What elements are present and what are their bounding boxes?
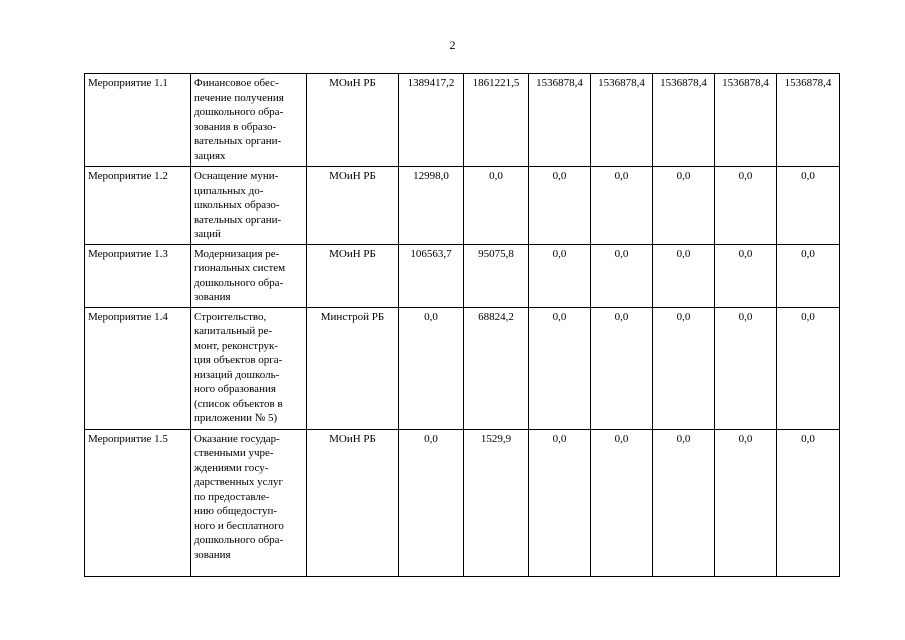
value-cell: 68824,2 xyxy=(464,307,529,429)
value-cell: 0,0 xyxy=(529,244,591,307)
value-cell: 0,0 xyxy=(715,429,777,576)
value-cell: 0,0 xyxy=(591,307,653,429)
value-cell: 1536878,4 xyxy=(777,74,840,167)
measure-code: Мероприятие 1.4 xyxy=(85,307,191,429)
value-cell: 1861221,5 xyxy=(464,74,529,167)
value-cell: 0,0 xyxy=(777,244,840,307)
value-cell: 0,0 xyxy=(464,167,529,245)
measure-description: Строительство, капитальный ре- монт, реконструк- ция объектов орга- низаций дошколь- ного образования (список объектов в приложении № 5) xyxy=(191,307,307,429)
value-cell: 1389417,2 xyxy=(399,74,464,167)
value-cell: 106563,7 xyxy=(399,244,464,307)
table-row xyxy=(85,307,840,429)
measure-code: Мероприятие 1.3 xyxy=(85,244,191,307)
value-cell: 1529,9 xyxy=(464,429,529,576)
table-row xyxy=(85,429,840,576)
value-cell: 0,0 xyxy=(591,167,653,245)
measure-executor: Минстрой РБ xyxy=(307,307,399,429)
value-cell: 0,0 xyxy=(777,307,840,429)
table-row xyxy=(85,74,840,167)
value-cell: 12998,0 xyxy=(399,167,464,245)
measure-executor: МОиН РБ xyxy=(307,429,399,576)
table-row xyxy=(85,167,840,245)
value-cell: 0,0 xyxy=(591,244,653,307)
value-cell: 0,0 xyxy=(777,429,840,576)
value-cell: 0,0 xyxy=(529,167,591,245)
value-cell: 0,0 xyxy=(777,167,840,245)
table-row xyxy=(85,244,840,307)
value-cell: 1536878,4 xyxy=(591,74,653,167)
measure-code: Мероприятие 1.5 xyxy=(85,429,191,576)
measure-description: Модернизация ре- гиональных систем дошкольного обра- зования xyxy=(191,244,307,307)
value-cell: 1536878,4 xyxy=(653,74,715,167)
value-cell: 0,0 xyxy=(653,167,715,245)
value-cell: 0,0 xyxy=(399,307,464,429)
value-cell: 0,0 xyxy=(591,429,653,576)
value-cell: 0,0 xyxy=(399,429,464,576)
value-cell: 1536878,4 xyxy=(529,74,591,167)
value-cell: 0,0 xyxy=(715,244,777,307)
measure-executor: МОиН РБ xyxy=(307,167,399,245)
value-cell: 0,0 xyxy=(653,307,715,429)
value-cell: 0,0 xyxy=(529,307,591,429)
measure-executor: МОиН РБ xyxy=(307,74,399,167)
measure-code: Мероприятие 1.1 xyxy=(85,74,191,167)
measure-code: Мероприятие 1.2 xyxy=(85,167,191,245)
page-number: 2 xyxy=(449,38,456,52)
value-cell: 0,0 xyxy=(715,307,777,429)
value-cell: 95075,8 xyxy=(464,244,529,307)
value-cell: 0,0 xyxy=(653,429,715,576)
measure-description: Оказание государ- ственными учре- ждениями госу- дарственных услуг по предоставле- нию общедоступ- ного и бесплатного дошкольного обра- зования xyxy=(191,429,307,576)
measure-description: Оснащение муни- ципальных до- школьных образо- вательных органи- заций xyxy=(191,167,307,245)
measure-description: Финансовое обес- печение получения дошкольного обра- зования в образо- вательных органи- зациях xyxy=(191,74,307,167)
value-cell: 0,0 xyxy=(715,167,777,245)
value-cell: 0,0 xyxy=(529,429,591,576)
value-cell: 1536878,4 xyxy=(715,74,777,167)
measures-table xyxy=(84,73,840,577)
measure-executor: МОиН РБ xyxy=(307,244,399,307)
value-cell: 0,0 xyxy=(653,244,715,307)
